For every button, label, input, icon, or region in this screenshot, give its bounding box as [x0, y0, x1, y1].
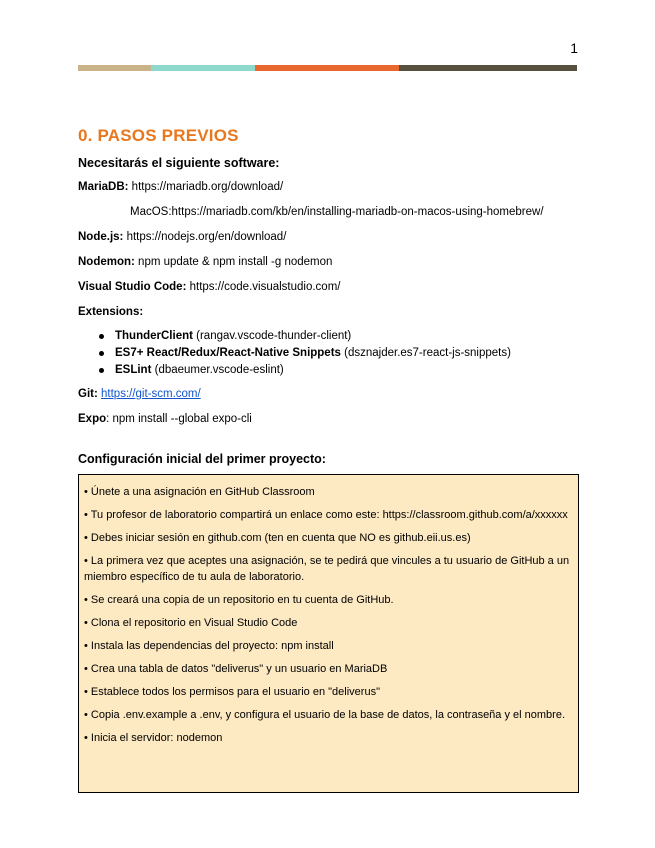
software-heading: Necesitarás el siguiente software:	[78, 156, 280, 170]
nodejs-label: Node.js:	[78, 231, 124, 243]
git-link[interactable]: https://git-scm.com/	[101, 388, 201, 400]
expo-label: Expo	[78, 413, 107, 425]
color-bar-segment-tan	[78, 65, 151, 71]
extension-name: ThunderClient	[115, 330, 193, 342]
list-item: • Tu profesor de laboratorio compartirá un enlace como este: https://classroom.github.com/a/xxxxxx	[84, 509, 568, 521]
extensions-line	[78, 305, 578, 320]
list-item: • Inicia el servidor: nodemon	[84, 732, 223, 744]
nodemon-line	[78, 255, 578, 270]
list-item: • Instala las dependencias del proyecto: npm install	[84, 640, 334, 652]
vscode-line	[78, 280, 578, 295]
nodejs-line	[78, 230, 578, 245]
list-item: • Únete a una asignación en GitHub Classroom	[84, 486, 315, 498]
extension-id: (dsznajder.es7-react-js-snippets)	[340, 347, 511, 359]
nodemon-command: npm update & npm install -g nodemon	[134, 256, 333, 268]
extension-id: (rangav.vscode-thunder-client)	[192, 330, 352, 342]
section-title: 0. PASOS PREVIOS	[78, 126, 239, 145]
list-item: • Clona el repositorio en Visual Studio Code	[84, 617, 298, 629]
list-item: • Establece todos los permisos para el usuario en "deliverus"	[84, 686, 380, 698]
list-item: • Crea una tabla de datos "deliverus" y un usuario en MariaDB	[84, 663, 388, 675]
list-item	[78, 362, 578, 379]
nodejs-url: https://nodejs.org/en/download/	[123, 231, 287, 243]
list-item: • Copia .env.example a .env, y configura el usuario de la base de datos, la contraseña y el nombre.	[84, 709, 566, 721]
vscode-url: https://code.visualstudio.com/	[186, 281, 341, 293]
software-section	[78, 156, 578, 437]
list-item: • Se creará una copia de un repositorio en tu cuenta de GitHub.	[84, 594, 394, 606]
config-heading: Configuración inicial del primer proyecto:	[78, 452, 326, 466]
list-item	[78, 328, 578, 345]
list-item: • La primera vez que aceptes una asignación, se te pedirá que vincules a tu usuario de GitHub a un miembro específico de tu aula de laboratorio.	[84, 555, 570, 583]
extensions-label: Extensions:	[78, 306, 144, 318]
list-item	[78, 345, 578, 362]
nodemon-label: Nodemon:	[78, 256, 135, 268]
page-number: 1	[570, 40, 578, 56]
mariadb-macos-line: MacOS:https://mariadb.com/kb/en/installing-mariadb-on-macos-using-homebrew/	[130, 206, 544, 218]
expo-line	[78, 412, 578, 427]
extension-id: (dbaeumer.vscode-eslint)	[151, 364, 284, 376]
extension-name: ESLint	[115, 364, 152, 376]
mariadb-line	[78, 180, 578, 195]
color-bar-segment-brown	[399, 65, 577, 71]
header-color-bar	[78, 65, 577, 71]
color-bar-segment-teal	[151, 65, 255, 71]
vscode-label: Visual Studio Code:	[78, 281, 187, 293]
color-bar-segment-orange	[255, 65, 399, 71]
git-label: Git:	[78, 388, 98, 400]
mariadb-label: MariaDB:	[78, 181, 129, 193]
git-line	[78, 387, 578, 402]
extensions-list	[78, 328, 578, 379]
expo-command: : npm install --global expo-cli	[106, 413, 252, 425]
extension-name: ES7+ React/Redux/React-Native Snippets	[115, 347, 341, 359]
list-item: • Debes iniciar sesión en github.com (ten en cuenta que NO es github.eii.us.es)	[84, 532, 471, 544]
config-steps-box	[78, 474, 579, 793]
mariadb-url: https://mariadb.org/download/	[128, 181, 284, 193]
